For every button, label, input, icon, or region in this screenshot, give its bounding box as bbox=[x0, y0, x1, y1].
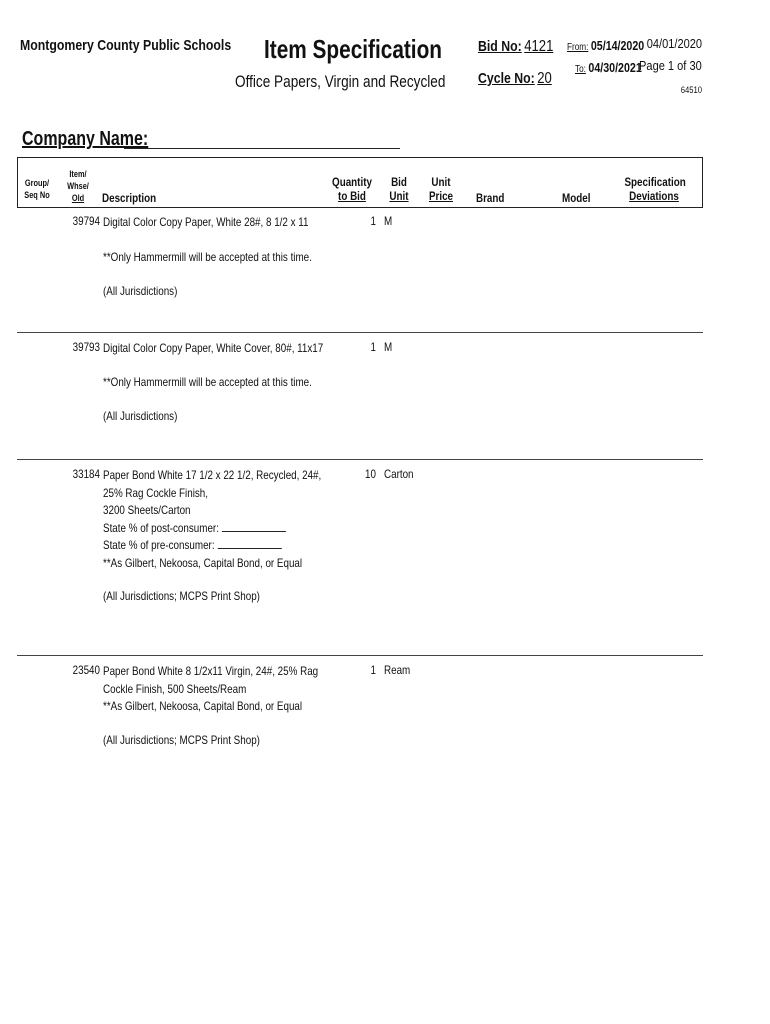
row-separator bbox=[17, 332, 703, 333]
col-bid-unit-line2: Unit bbox=[389, 189, 409, 203]
col-bid-unit bbox=[387, 175, 412, 203]
item-description-line: Cockle Finish, 500 Sheets/Ream bbox=[103, 681, 247, 696]
col-group-seq bbox=[23, 177, 51, 201]
col-item-line2: Whse/ bbox=[67, 181, 89, 191]
item-number: 39794 bbox=[72, 214, 100, 228]
item-note: **Only Hammermill will be accepted at this time. bbox=[103, 375, 312, 389]
page-info: Page 1 of 30 bbox=[639, 58, 702, 73]
col-item bbox=[65, 168, 91, 204]
document-code: 64510 bbox=[680, 85, 702, 95]
item-quantity: 1 bbox=[370, 663, 376, 677]
col-quantity bbox=[331, 175, 374, 203]
item-jurisdiction: (All Jurisdictions; MCPS Print Shop) bbox=[103, 589, 260, 603]
bid-label: Bid No: bbox=[478, 38, 522, 55]
cycle-number: 20 bbox=[537, 70, 552, 87]
page-subtitle: Office Papers, Virgin and Recycled bbox=[235, 72, 446, 91]
item-description-line: Digital Color Copy Paper, White 28#, 8 1/2 x 11 bbox=[103, 215, 309, 229]
col-bid-unit-line1: Bid bbox=[391, 175, 407, 189]
item-quantity: 1 bbox=[370, 214, 376, 228]
item-note: **Only Hammermill will be accepted at this time. bbox=[103, 250, 312, 264]
to-label: To: bbox=[575, 64, 586, 75]
table-header-bottom-border bbox=[17, 207, 703, 208]
from-label: From: bbox=[567, 42, 589, 53]
page-title: Item Specification bbox=[264, 34, 442, 64]
table-header-right-border bbox=[702, 157, 703, 207]
item-description bbox=[103, 340, 323, 358]
item-quantity: 1 bbox=[370, 340, 376, 354]
bid-number: 4121 bbox=[524, 38, 554, 55]
item-description bbox=[103, 467, 321, 572]
from-date: 05/14/2020 bbox=[590, 38, 645, 53]
item-description bbox=[103, 663, 318, 716]
item-description-line: Digital Color Copy Paper, White Cover, 80#, 11x17 bbox=[103, 341, 324, 355]
item-unit: Carton bbox=[384, 467, 414, 481]
col-group-seq-line1: Group/ bbox=[24, 178, 50, 188]
col-unit-price-line1: Unit bbox=[431, 175, 451, 189]
col-spec-deviations bbox=[624, 175, 686, 203]
row-separator bbox=[17, 655, 703, 656]
item-unit: M bbox=[384, 340, 393, 354]
item-jurisdiction: (All Jurisdictions; MCPS Print Shop) bbox=[103, 733, 260, 747]
post-consumer-field[interactable] bbox=[222, 520, 286, 532]
cycle-number-row bbox=[478, 70, 552, 88]
item-description-line: 25% Rag Cockle Finish, bbox=[103, 485, 209, 500]
col-unit-price-line2: Price bbox=[428, 189, 454, 203]
item-description-line: Paper Bond White 17 1/2 x 22 1/2, Recycled, 24#, bbox=[103, 468, 322, 482]
col-quantity-line1: Quantity bbox=[332, 175, 372, 189]
item-description-line: **As Gilbert, Nekoosa, Capital Bond, or Equal bbox=[103, 555, 303, 570]
pre-consumer-label: State % of pre-consumer: bbox=[103, 538, 215, 552]
item-description-line: 3200 Sheets/Carton bbox=[103, 503, 191, 517]
row-separator bbox=[17, 459, 703, 460]
col-spec-deviations-line2: Deviations bbox=[629, 189, 679, 203]
cycle-label: Cycle No: bbox=[478, 70, 535, 87]
col-brand: Brand bbox=[476, 191, 505, 205]
table-header-left-border bbox=[17, 157, 18, 207]
col-unit-price bbox=[427, 175, 455, 203]
item-quantity: 10 bbox=[365, 467, 376, 481]
to-date-row bbox=[575, 60, 642, 75]
item-number: 33184 bbox=[72, 467, 100, 481]
col-spec-deviations-line1: Specification bbox=[624, 175, 686, 189]
col-item-line3: Old bbox=[71, 193, 85, 203]
item-jurisdiction: (All Jurisdictions) bbox=[103, 409, 178, 423]
bid-number-row bbox=[478, 38, 553, 56]
from-date-row bbox=[567, 38, 644, 53]
item-description bbox=[103, 214, 308, 232]
table-header-top-border bbox=[17, 157, 703, 158]
item-unit: M bbox=[384, 214, 393, 228]
item-description-line-with-blank bbox=[103, 520, 321, 538]
item-description-line: **As Gilbert, Nekoosa, Capital Bond, or Equal bbox=[103, 699, 303, 713]
company-name-label: Company Name: bbox=[22, 128, 149, 150]
col-item-line1: Item/ bbox=[69, 169, 87, 179]
item-description-line: Paper Bond White 8 1/2x11 Virgin, 24#, 25% Rag bbox=[103, 664, 319, 678]
item-unit: Ream bbox=[384, 663, 411, 677]
print-date: 04/01/2020 bbox=[646, 36, 702, 51]
company-name-field[interactable] bbox=[124, 148, 400, 149]
item-number: 23540 bbox=[72, 663, 100, 677]
col-description: Description bbox=[102, 191, 157, 205]
col-group-seq-line2: Seq No bbox=[24, 190, 50, 200]
col-model: Model bbox=[562, 191, 591, 205]
col-quantity-line2: to Bid bbox=[338, 189, 366, 203]
item-jurisdiction: (All Jurisdictions) bbox=[103, 284, 178, 298]
to-date: 04/30/2021 bbox=[588, 60, 642, 75]
item-number: 39793 bbox=[72, 340, 100, 354]
pre-consumer-field[interactable] bbox=[218, 537, 282, 549]
organization-name: Montgomery County Public Schools bbox=[20, 37, 232, 54]
item-description-line-with-blank bbox=[103, 537, 321, 555]
post-consumer-label: State % of post-consumer: bbox=[103, 520, 219, 535]
